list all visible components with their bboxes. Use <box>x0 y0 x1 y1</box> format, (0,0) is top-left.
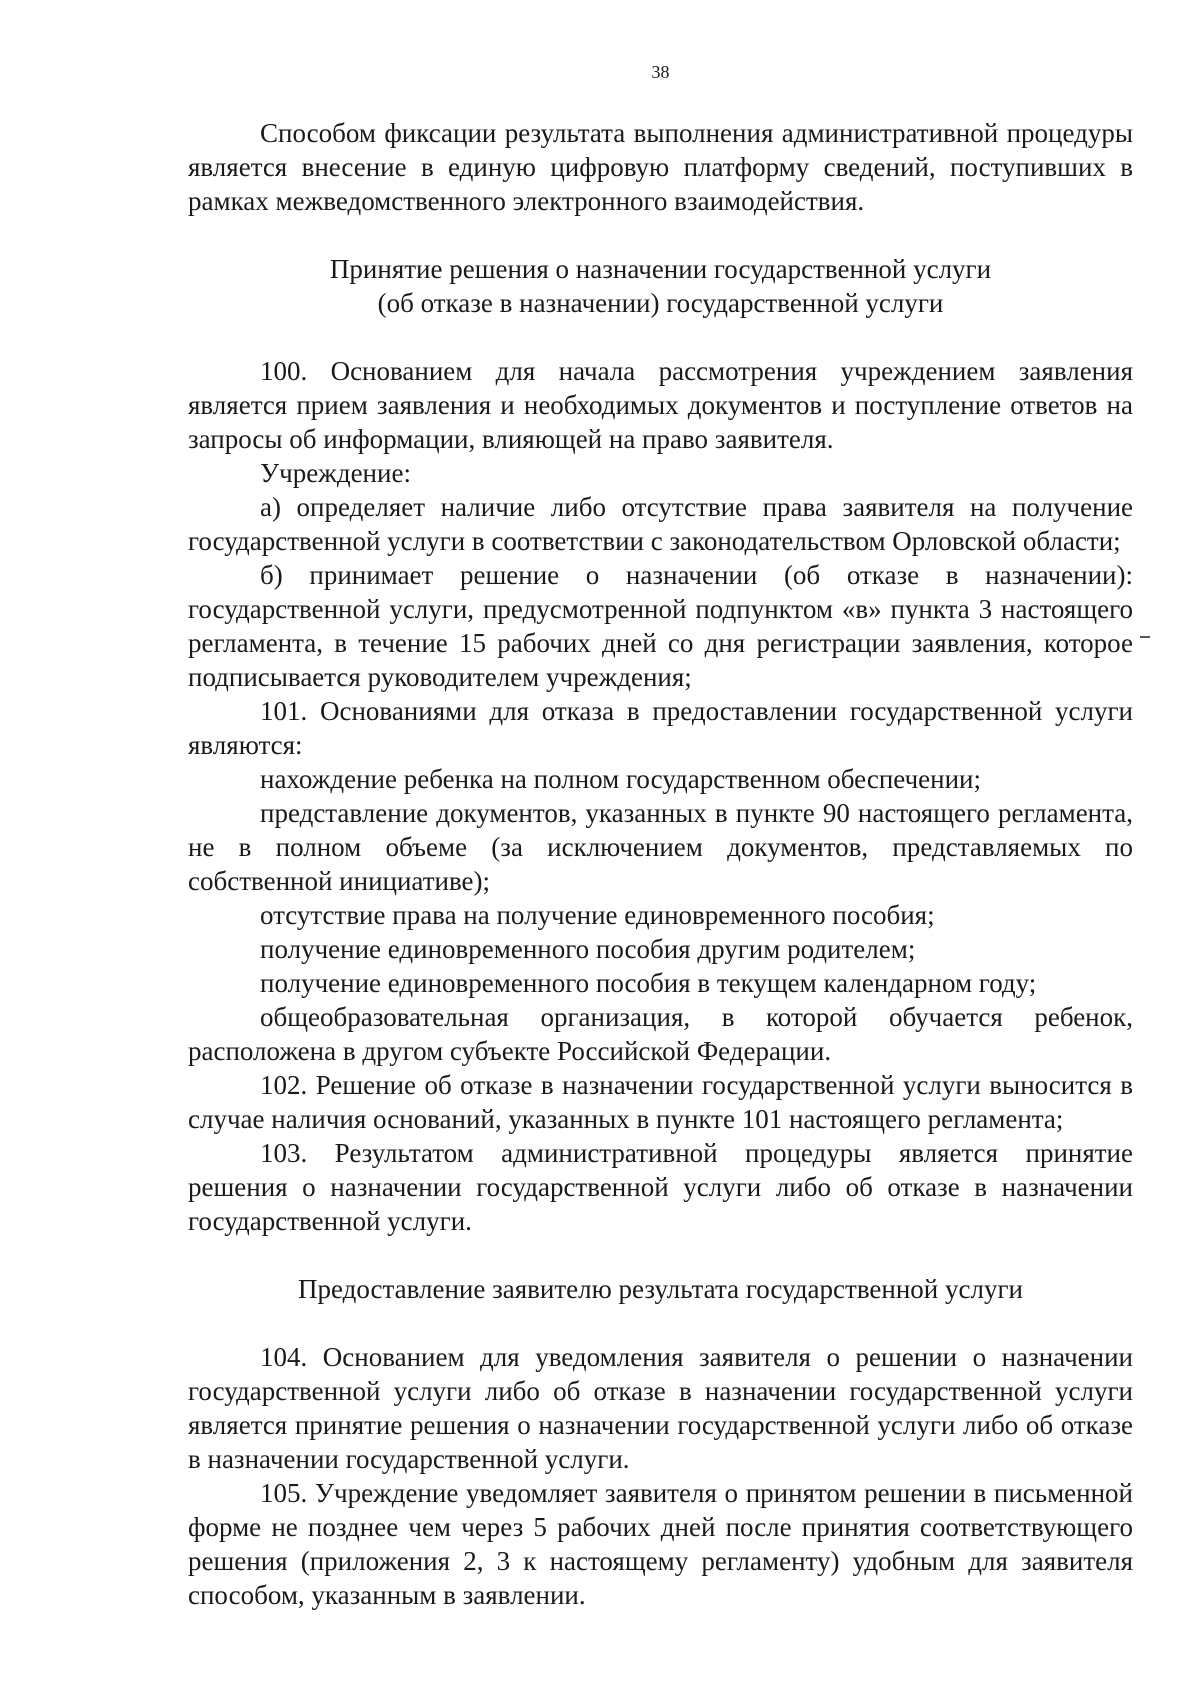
document-page <box>188 60 1133 1612</box>
paragraph-105: 105. Учреждение уведомляет заявителя о принятом решении в письменной форме не позднее чем через 5 рабочих дней после принятия соответствующего решения (приложения 2, 3 к настоящему регламенту) удобным для заявителя способом, указанным в заявлении. <box>188 1478 1133 1610</box>
scan-artifact <box>1140 636 1150 638</box>
paragraph-institution: Учреждение: <box>260 458 411 488</box>
heading-line: (об отказе в назначении) государственной услуги <box>377 288 944 318</box>
list-item: получение единовременного пособия в текущем календарном году; <box>260 968 1037 998</box>
list-item: представление документов, указанных в пункте 90 настоящего регламента, не в полном объеме (за исключением документов, представляемых по собственной инициативе); <box>188 798 1133 896</box>
list-item: получение единовременного пособия другим родителем; <box>260 934 916 964</box>
paragraph-100: 100. Основанием для начала рассмотрения учреждением заявления является прием заявления и необходимых документов и поступление ответов на запросы об информации, влияющей на право заявителя. <box>188 356 1133 454</box>
paragraph-102: 102. Решение об отказе в назначении государственной услуги выносится в случае наличия оснований, указанных в пункте 101 настоящего регламента; <box>188 1070 1133 1134</box>
list-item: отсутствие права на получение единовременного пособия; <box>260 900 935 930</box>
list-item-b: б) принимает решение о назначении (об отказе в назначении): государственной услуги, предусмотренной подпунктом «в» пункта 3 настоящего регламента, в течение 15 рабочих дней со дня регистрации заявления, которое подписывается руководителем учреждения; <box>188 560 1133 692</box>
heading-line: Предоставление заявителю результата государственной услуги <box>298 1274 1023 1304</box>
list-item: нахождение ребенка на полном государственном обеспечении; <box>260 764 981 794</box>
list-item-a: а) определяет наличие либо отсутствие права заявителя на получение государственной услуги в соответствии с законодательством Орловской области; <box>188 492 1133 556</box>
page-number: 38 <box>651 62 670 82</box>
list-item: общеобразовательная организация, в которой обучается ребенок, расположена в другом субъекте Российской Федерации. <box>188 1002 1133 1066</box>
paragraph-104: 104. Основанием для уведомления заявителя о решении о назначении государственной услуги либо об отказе в назначении государственной услуги является принятие решения о назначении государственной услуги либо об отказе в назначении государственной услуги. <box>188 1342 1133 1474</box>
paragraph-101: 101. Основаниями для отказа в предоставлении государственной услуги являются: <box>188 696 1133 760</box>
section-heading-result <box>188 1272 1133 1306</box>
section-heading-decision <box>188 252 1133 320</box>
heading-line: Принятие решения о назначении государственной услуги <box>329 254 992 284</box>
paragraph-103: 103. Результатом административной процедуры является принятие решения о назначении государственной услуги либо об отказе в назначении государственной услуги. <box>188 1138 1133 1236</box>
paragraph-fixation-method: Способом фиксации результата выполнения административной процедуры является внесение в единую цифровую платформу сведений, поступивших в рамках межведомственного электронного взаимодействия. <box>188 118 1133 216</box>
